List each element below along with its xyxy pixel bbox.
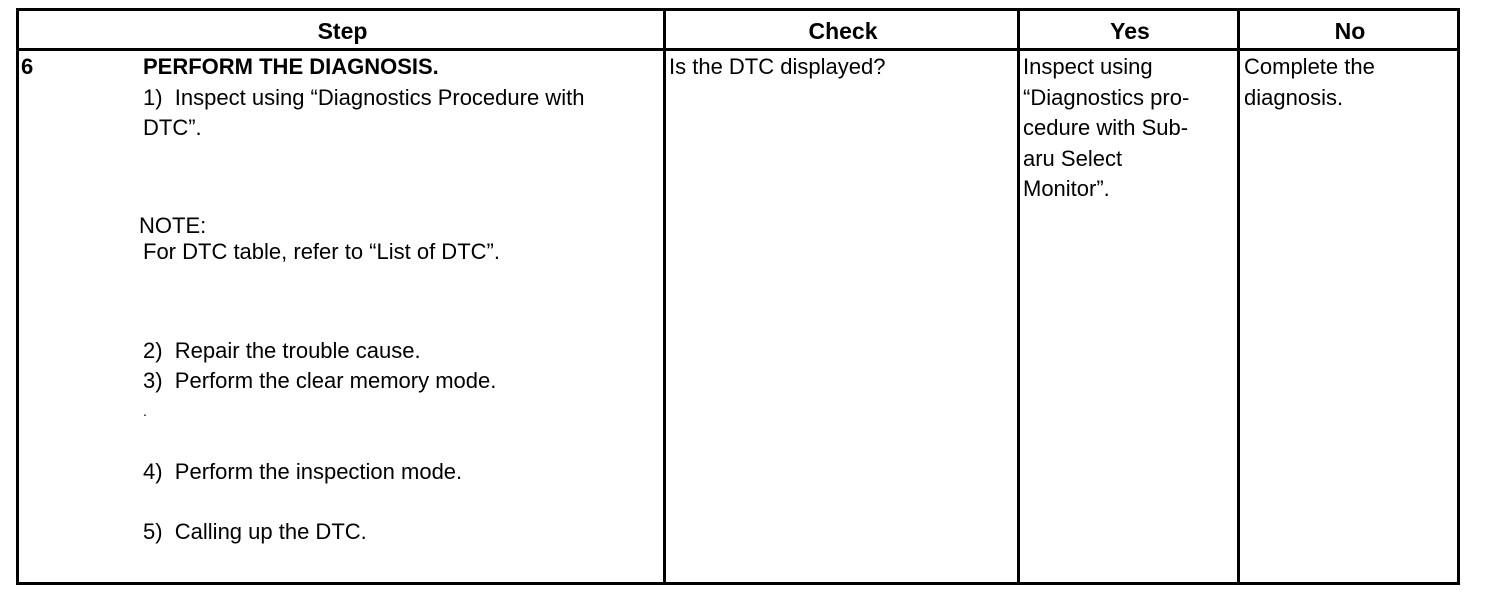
yes-line-4: aru Select [1023, 146, 1123, 171]
column-divider [1237, 11, 1240, 582]
no-line-2: diagnosis. [1244, 85, 1344, 110]
step-4: 4) Perform the inspection mode. [143, 459, 463, 484]
table-header-row [19, 11, 1457, 51]
stray-dot: . [143, 403, 147, 419]
yes-line-3: cedure with Sub- [1023, 115, 1189, 140]
column-divider [1017, 11, 1020, 582]
header-no: No [1334, 18, 1366, 44]
yes-line-5: Monitor”. [1023, 176, 1110, 201]
yes-line-2: “Diagnostics pro- [1023, 85, 1190, 110]
step-3: 3) Perform the clear memory mode. [143, 368, 497, 393]
note-text: For DTC table, refer to “List of DTC”. [143, 239, 500, 264]
no-line-1: Complete the [1244, 54, 1375, 79]
check-text: Is the DTC displayed? [669, 54, 886, 79]
step-1-line-1: 1) Inspect using “Diagnostics Procedure with [143, 85, 585, 110]
step-2: 2) Repair the trouble cause. [143, 338, 421, 363]
header-check: Check [808, 18, 878, 44]
step-title: PERFORM THE DIAGNOSIS. [143, 54, 439, 79]
header-yes: Yes [1110, 18, 1150, 44]
column-divider [663, 11, 666, 582]
step-number: 6 [21, 54, 34, 79]
yes-line-1: Inspect using [1023, 54, 1153, 79]
note-label: NOTE: [139, 213, 207, 238]
step-5: 5) Calling up the DTC. [143, 519, 367, 544]
header-step: Step [317, 18, 368, 44]
step-1-line-2: DTC”. [143, 115, 202, 140]
